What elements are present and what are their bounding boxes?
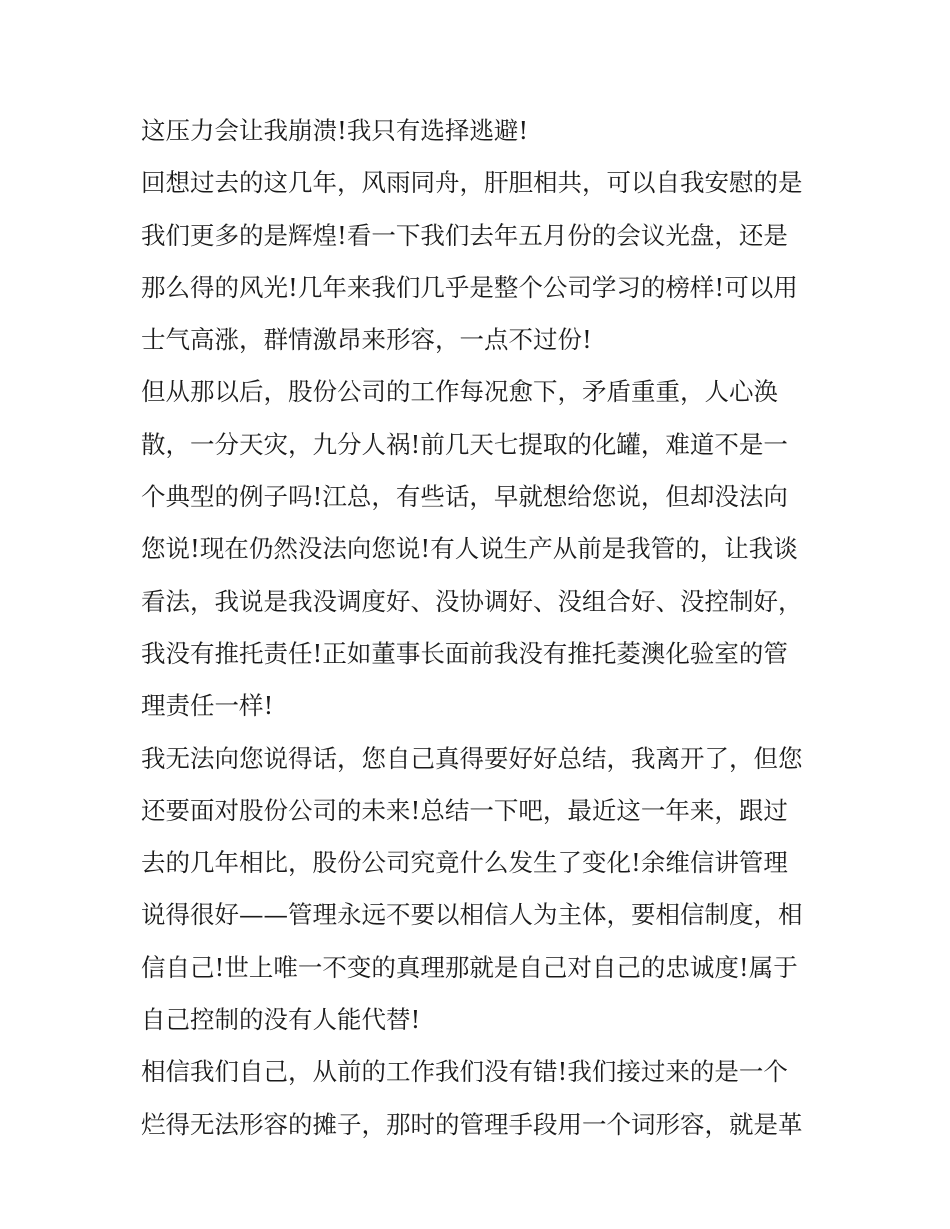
text-line: 您说!现在仍然没法向您说!有人说生产从前是我管的，让我谈	[141, 534, 798, 564]
text-line: 我无法向您说得话，您自己真得要好好总结，我离开了，但您	[141, 743, 803, 773]
text-line: 相信我们自己，从前的工作我们没有错!我们接过来的是一个	[141, 1057, 788, 1087]
text-line: 这压力会让我崩溃!我只有选择逃避!	[141, 116, 529, 145]
document-body	[141, 105, 821, 1151]
text-line: 我没有推托责任!正如董事长面前我没有推托菱澳化验室的管	[141, 638, 788, 668]
text-line: 散，一分天灾，九分人祸!前几天七提取的化罐，难道不是一	[141, 429, 788, 459]
text-line: 信自己!世上唯一不变的真理那就是自己对自己的忠诚度!属于	[141, 952, 798, 982]
text-line: 那么得的风光!几年来我们几乎是整个公司学习的榜样!可以用	[141, 272, 798, 302]
text-line: 还要面对股份公司的未来!总结一下吧，最近这一年来，跟过	[141, 795, 788, 825]
text-line: 但从那以后，股份公司的工作每况愈下，矛盾重重，人心涣	[141, 377, 778, 407]
text-line: 回想过去的这几年，风雨同舟，肝胆相共，可以自我安慰的是	[141, 168, 803, 198]
text-line: 我们更多的是辉煌!看一下我们去年五月份的会议光盘，还是	[141, 220, 788, 250]
text-line: 去的几年相比，股份公司究竟什么发生了变化!余维信讲管理	[141, 848, 788, 878]
text-line: 士气高涨，群情激昂来形容，一点不过份!	[141, 325, 592, 355]
text-line: 说得很好——管理永远不要以相信人为主体，要相信制度，相	[141, 900, 803, 930]
text-line: 自己控制的没有人能代替!	[141, 1005, 421, 1035]
text-line: 个典型的例子吗!江总，有些话，早就想给您说，但却没法向	[141, 482, 788, 512]
text-line: 烂得无法形容的摊子，那时的管理手段用一个词形容，就是革	[141, 1109, 803, 1139]
text-line: 理责任一样!	[141, 691, 274, 721]
text-line: 看法，我说是我没调度好、没协调好、没组合好、没控制好，	[141, 586, 803, 616]
